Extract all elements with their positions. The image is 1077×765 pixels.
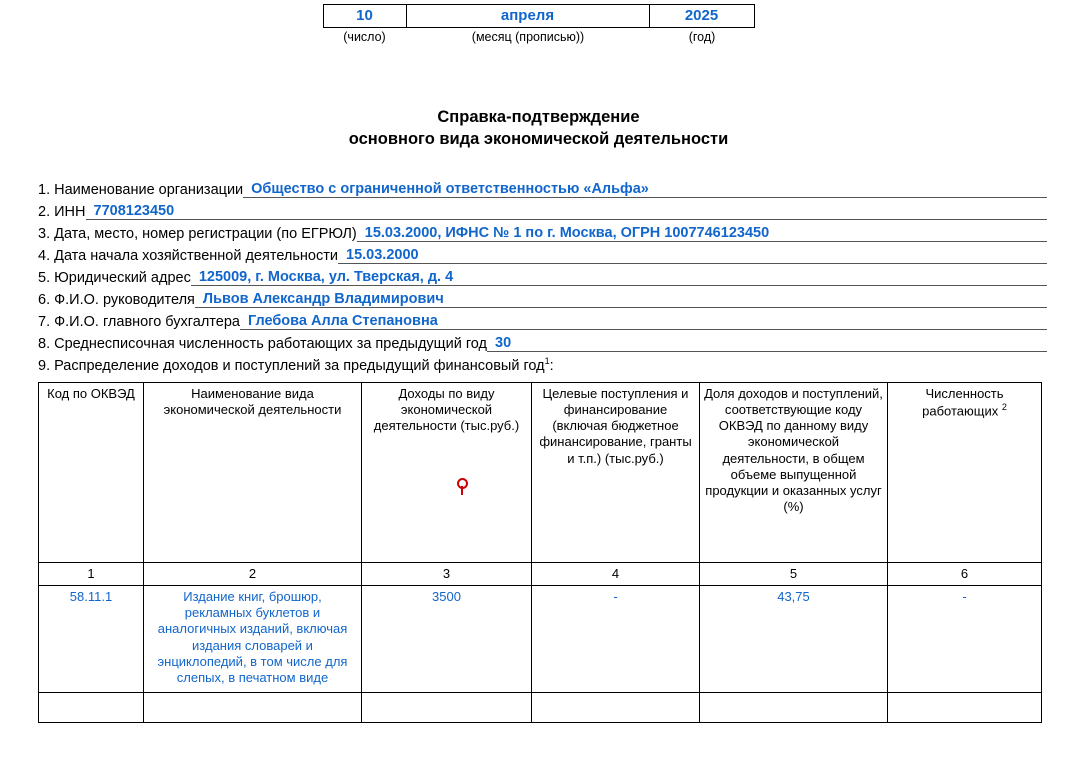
column-number-3: 3 bbox=[362, 562, 532, 585]
form-fields bbox=[0, 177, 1077, 374]
date-month-value[interactable]: апреля bbox=[407, 4, 650, 28]
field-value-registration[interactable]: 15.03.2000, ИФНС № 1 по г. Москва, ОГРН 1007746123450 bbox=[357, 225, 1047, 242]
cell-share[interactable] bbox=[700, 693, 888, 723]
column-number-2: 2 bbox=[144, 562, 362, 585]
cell-code[interactable] bbox=[39, 693, 144, 723]
field-row-section9 bbox=[38, 353, 1047, 374]
field-row-headcount bbox=[38, 331, 1047, 352]
date-header-labels bbox=[323, 28, 755, 44]
cell-activity-name[interactable] bbox=[144, 693, 362, 723]
field-label-inn: 2. ИНН bbox=[38, 203, 86, 220]
date-day-label: (число) bbox=[343, 30, 386, 44]
cell-share[interactable]: 43,75 bbox=[700, 585, 888, 693]
table-header-employees bbox=[888, 382, 1042, 562]
field-row-registration bbox=[38, 221, 1047, 242]
table-header-activity-name: Наименование вида экономической деятельности bbox=[144, 382, 362, 562]
field-value-headcount[interactable]: 30 bbox=[487, 335, 1047, 352]
section9-suffix: : bbox=[549, 357, 554, 374]
field-label-director: 6. Ф.И.О. руководителя bbox=[38, 291, 195, 308]
cell-employees[interactable] bbox=[888, 693, 1042, 723]
field-row-organization bbox=[38, 177, 1047, 198]
table-column-numbers-row bbox=[39, 562, 1042, 585]
field-row-accountant bbox=[38, 309, 1047, 330]
column-number-1: 1 bbox=[39, 562, 144, 585]
field-label-address: 5. Юридический адрес bbox=[38, 269, 191, 286]
section9-label bbox=[38, 356, 554, 374]
date-header bbox=[0, 0, 1077, 44]
cell-employees[interactable]: - bbox=[888, 585, 1042, 693]
column-number-6: 6 bbox=[888, 562, 1042, 585]
document-title-line1: Справка-подтверждение bbox=[437, 108, 640, 126]
section9-label-text: 9. Распределение доходов и поступлений за предыдущий финансовый год bbox=[38, 357, 545, 374]
field-label-accountant: 7. Ф.И.О. главного бухгалтера bbox=[38, 313, 240, 330]
table-header-targeted-funding: Целевые поступления и финансирование (включая бюджетное финансирование, гранты и т.п.) (тыс.руб.) bbox=[532, 382, 700, 562]
cell-targeted-funding[interactable] bbox=[532, 693, 700, 723]
cell-activity-name[interactable]: Издание книг, брошюр, рекламных буклетов и аналогичных изданий, включая издания словарей и энциклопедий, в том числе для слепых, в печатном виде bbox=[144, 585, 362, 693]
column-number-5: 5 bbox=[700, 562, 888, 585]
date-month-label: (месяц (прописью)) bbox=[471, 30, 585, 44]
field-value-address[interactable]: 125009, г. Москва, ул. Тверская, д. 4 bbox=[191, 269, 1047, 286]
section9-footnote-marker: 1 bbox=[544, 355, 550, 366]
date-year-value[interactable]: 2025 bbox=[650, 4, 755, 28]
field-row-start-date bbox=[38, 243, 1047, 264]
table-header-employees-text: Численность работающих bbox=[922, 385, 1004, 419]
table-header-employees-footnote: 2 bbox=[1001, 401, 1007, 412]
field-row-director bbox=[38, 287, 1047, 308]
document-title-line2: основного вида экономической деятельности bbox=[348, 130, 729, 149]
field-label-headcount: 8. Среднесписочная численность работающих за предыдущий год bbox=[38, 335, 488, 352]
field-row-address bbox=[38, 265, 1047, 286]
field-value-organization[interactable]: Общество с ограниченной ответственностью «Альфа» bbox=[243, 181, 1047, 198]
table-header-income: Доходы по виду экономической деятельности (тыс.руб.) bbox=[362, 382, 532, 562]
document-title bbox=[0, 106, 1077, 151]
field-label-start-date: 4. Дата начала хозяйственной деятельности bbox=[38, 247, 338, 264]
table-header-row bbox=[39, 382, 1042, 562]
cell-income[interactable]: 3500 bbox=[362, 585, 532, 693]
field-row-inn bbox=[38, 199, 1047, 220]
table-header-code: Код по ОКВЭД bbox=[39, 382, 144, 562]
cell-targeted-funding[interactable]: - bbox=[532, 585, 700, 693]
field-value-director[interactable]: Львов Александр Владимирович bbox=[195, 291, 1047, 308]
field-value-accountant[interactable]: Глебова Алла Степановна bbox=[240, 313, 1047, 330]
income-distribution-table bbox=[38, 382, 1042, 724]
field-value-inn[interactable]: 7708123450 bbox=[86, 203, 1048, 220]
date-year-label: (год) bbox=[688, 30, 716, 44]
date-header-cells bbox=[323, 4, 755, 28]
cell-code[interactable]: 58.11.1 bbox=[39, 585, 144, 693]
column-number-4: 4 bbox=[532, 562, 700, 585]
table-row bbox=[39, 585, 1042, 693]
table-header-share: Доля доходов и поступлений, соответствующие коду ОКВЭД по данному виду экономической деятельности, в общем объеме выпущенной продукции и оказанных услуг (%) bbox=[700, 382, 888, 562]
field-label-organization: 1. Наименование организации bbox=[38, 181, 244, 198]
field-label-registration: 3. Дата, место, номер регистрации (по ЕГРЮЛ) bbox=[38, 225, 357, 242]
date-day-value[interactable]: 10 bbox=[323, 4, 407, 28]
table-row bbox=[39, 693, 1042, 723]
field-value-start-date[interactable]: 15.03.2000 bbox=[338, 247, 1047, 264]
cell-income[interactable] bbox=[362, 693, 532, 723]
